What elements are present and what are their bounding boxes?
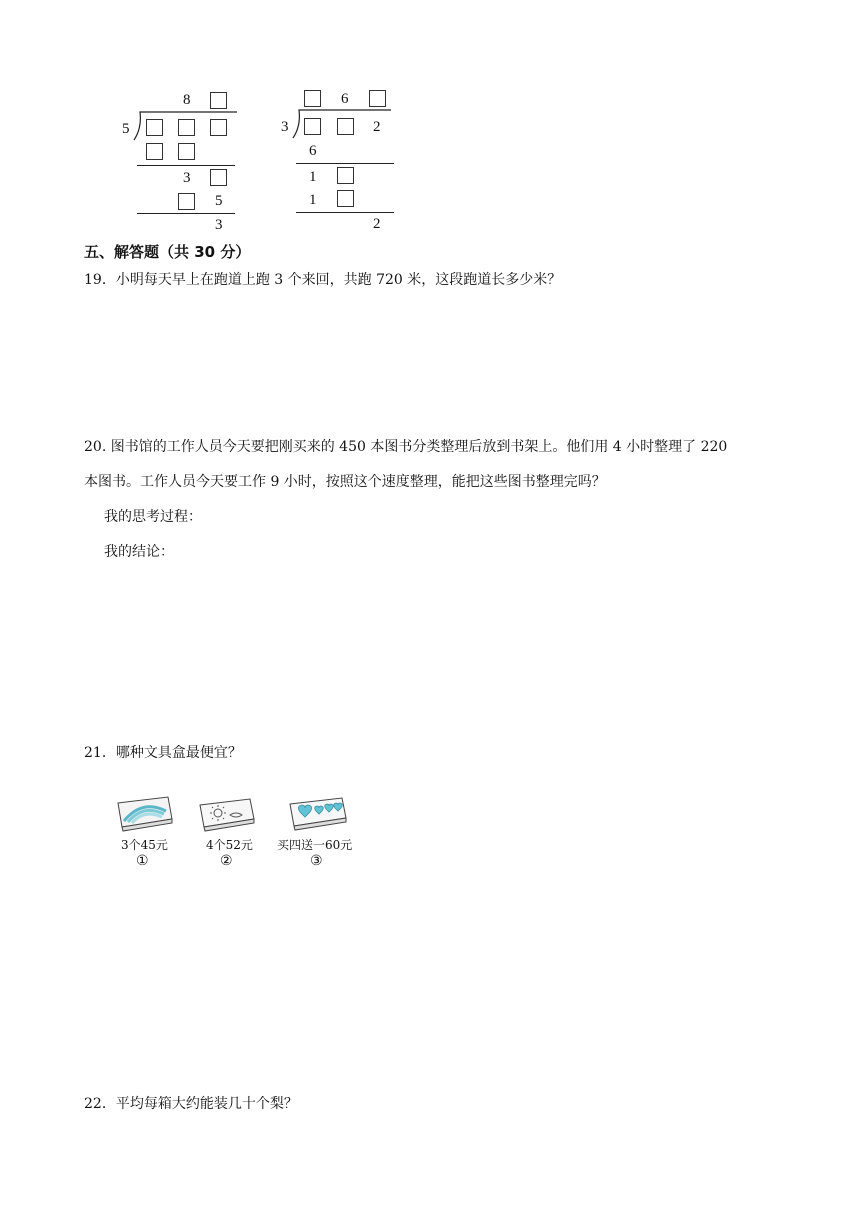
answer-box[interactable] bbox=[337, 118, 354, 135]
right-divisor: 3 bbox=[281, 119, 289, 135]
left-quotient-digit: 8 bbox=[183, 92, 191, 108]
division-line bbox=[296, 163, 394, 164]
answer-box[interactable] bbox=[337, 190, 354, 207]
conclusion-label: 我的结论： bbox=[104, 544, 174, 560]
question-21: 21．哪种文具盒最便宜？ bbox=[84, 745, 242, 761]
option-marker: ② bbox=[220, 853, 233, 869]
right-remainder: 2 bbox=[373, 216, 381, 232]
answer-box[interactable] bbox=[210, 169, 227, 186]
option-marker: ③ bbox=[310, 853, 323, 869]
division-line bbox=[137, 165, 235, 166]
answer-box[interactable] bbox=[146, 143, 163, 160]
sun-pencil-box-icon bbox=[196, 795, 260, 835]
price-label: 4个52元 bbox=[206, 838, 253, 852]
answer-box[interactable] bbox=[210, 92, 227, 109]
left-remainder: 3 bbox=[215, 217, 223, 233]
answer-box[interactable] bbox=[178, 119, 195, 136]
section-heading: 五、解答题（共 30 分） bbox=[84, 243, 251, 261]
price-label: 3个45元 bbox=[121, 838, 168, 852]
answer-box[interactable] bbox=[178, 193, 195, 210]
rainbow-pencil-box-icon bbox=[112, 793, 176, 833]
thinking-process-label: 我的思考过程： bbox=[104, 509, 202, 525]
price-label: 买四送一60元 bbox=[277, 838, 353, 852]
left-step1-digit: 3 bbox=[183, 170, 191, 186]
right-step2-digit: 1 bbox=[309, 169, 317, 185]
right-step3-digit: 1 bbox=[309, 192, 317, 208]
heart-pencil-box-icon bbox=[286, 794, 352, 834]
question-22: 22．平均每箱大约能装几十个梨？ bbox=[84, 1096, 298, 1112]
question-19: 19．小明每天早上在跑道上跑 3 个来回，共跑 720 米，这段跑道长多少米？ bbox=[84, 272, 562, 288]
right-dividend-digit: 2 bbox=[373, 119, 381, 135]
question-20-line2: 本图书。工作人员今天要工作 9 小时，按照这个速度整理，能把这些图书整理完吗？ bbox=[84, 474, 606, 490]
answer-box[interactable] bbox=[369, 90, 386, 107]
answer-box[interactable] bbox=[178, 143, 195, 160]
answer-box[interactable] bbox=[337, 167, 354, 184]
division-line bbox=[137, 213, 235, 214]
answer-box[interactable] bbox=[304, 118, 321, 135]
division-line bbox=[296, 212, 394, 213]
option-marker: ① bbox=[136, 853, 149, 869]
question-20-line1: 20. 图书馆的工作人员今天要把刚买来的 450 本图书分类整理后放到书架上。他们用 4 小时整理了 220 bbox=[84, 439, 728, 455]
answer-box[interactable] bbox=[304, 90, 321, 107]
answer-box[interactable] bbox=[146, 119, 163, 136]
left-step2-digit: 5 bbox=[215, 193, 223, 209]
left-divisor: 5 bbox=[122, 121, 130, 137]
right-quotient-digit: 6 bbox=[341, 91, 349, 107]
answer-box[interactable] bbox=[210, 119, 227, 136]
right-step1-digit: 6 bbox=[309, 143, 317, 159]
